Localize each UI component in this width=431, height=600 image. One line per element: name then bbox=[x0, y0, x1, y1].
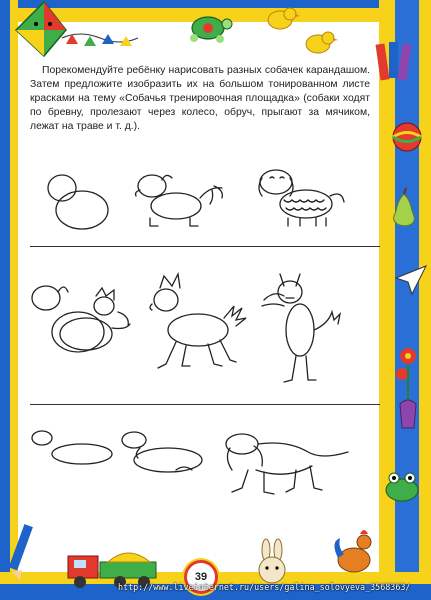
watermark-url: http://www.liveinternet.ru/users/galina_solovyeva_3568363/ bbox=[118, 582, 411, 592]
row1-step3-shaggy-dog bbox=[259, 170, 344, 226]
row1-step1-sketch bbox=[48, 175, 108, 229]
row2-step2-sketch bbox=[60, 288, 130, 350]
row2-step3-dog bbox=[150, 274, 246, 368]
row3-step2-sketch bbox=[122, 432, 202, 472]
row1-step2-sketch bbox=[136, 175, 223, 226]
row3-step3-dachshund bbox=[226, 434, 348, 494]
instruction-paragraph: Порекомендуйте ребёнку нарисовать разных собачек карандашом. Затем предложите изобразить их на большом тонированном листе красками на тему «Собачья тренировочная площадка» (собаки ходят по бревну, пролезают через колесо, обруч, прыгают за мячиком, лежат на траве и т. д.). bbox=[30, 65, 370, 132]
page-number-badge: 39 bbox=[184, 560, 218, 594]
row2-step4-standing-dog bbox=[262, 274, 340, 382]
row3-step1-sketch bbox=[32, 431, 112, 464]
